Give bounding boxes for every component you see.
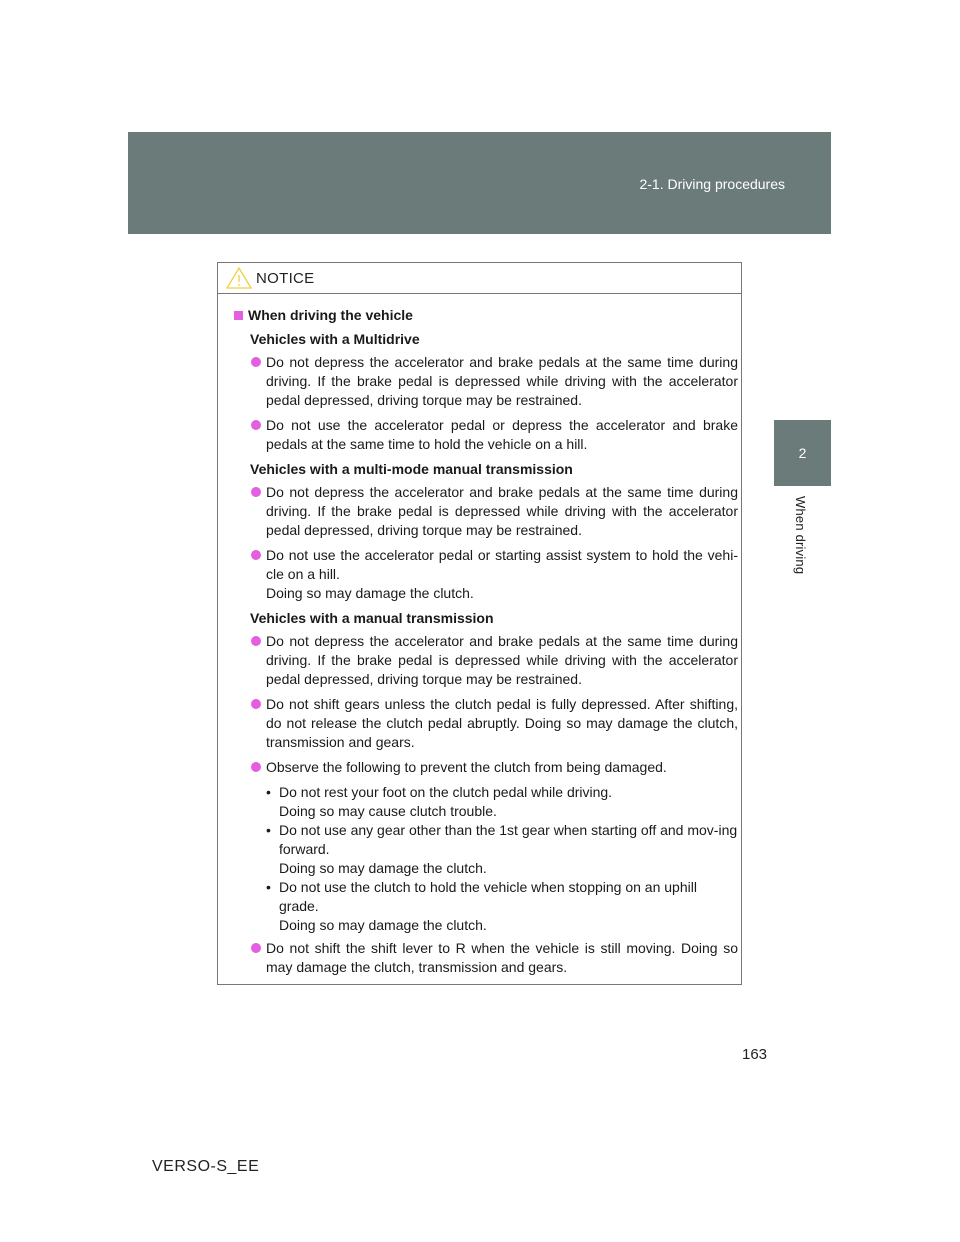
list-item: Do not use the accelerator pedal or starting assist system to hold the vehi-cle on a hill. Doing so may damage the clutch. — [234, 546, 738, 603]
list-item: Do not use the accelerator pedal or depress the accelerator and brake pedals at the same time to hold the vehicle on a hill. — [234, 416, 738, 454]
group-title: Vehicles with a multi-mode manual transmission — [250, 461, 573, 477]
sub-list-item: • Do not use the clutch to hold the vehicle when stopping on an uphill grade. Doing so may damage the clutch. — [266, 879, 697, 933]
bullet-dot-icon — [251, 762, 261, 772]
bullet-dot-icon — [251, 636, 261, 646]
footer-code: VERSO-S_EE — [152, 1158, 260, 1175]
header-band — [128, 132, 831, 234]
list-item: Do not depress the accelerator and brake pedals at the same time during driving. If the brake pedal is depressed while driving with the accelerator pedal depressed, driving torque may be restrained. — [234, 353, 738, 410]
bullet-dot-icon — [251, 420, 261, 430]
bullet-dot-icon — [251, 699, 261, 709]
list-item: Observe the following to prevent the clutch from being damaged. — [234, 758, 738, 777]
list-item: Do not shift gears unless the clutch pedal is fully depressed. After shifting, do not release the clutch pedal abruptly. Doing so may damage the clutch, transmission and gears. — [234, 695, 738, 752]
chapter-number: 2 — [774, 420, 831, 486]
chapter-label: When driving — [793, 496, 808, 575]
notice-header — [218, 263, 741, 294]
bullet-dot-icon — [251, 357, 261, 367]
section-title: 2-1. Driving procedures — [639, 176, 785, 192]
bullet-dot-icon — [251, 943, 261, 953]
group-title: Vehicles with a manual transmission — [250, 610, 494, 626]
list-item: Do not depress the accelerator and brake pedals at the same time during driving. If the brake pedal is depressed while driving with the accelerator pedal depressed, driving torque may be restrained. — [234, 632, 738, 689]
bullet-dot-icon — [251, 487, 261, 497]
list-item: Do not shift the shift lever to R when the vehicle is still moving. Doing so may damage the clutch, transmission and gears. — [234, 939, 738, 977]
notice-body — [218, 294, 741, 977]
notice-box — [217, 262, 742, 985]
side-tab — [774, 234, 831, 834]
sub-list-item: • Do not rest your foot on the clutch pedal while driving. Doing so may cause clutch trouble. — [266, 784, 613, 819]
list-item: Do not depress the accelerator and brake pedals at the same time during driving. If the brake pedal is depressed while driving with the accelerator pedal depressed, driving torque may be restrained. — [234, 483, 738, 540]
warning-triangle-icon — [226, 267, 252, 289]
sub-list-item: • Do not use any gear other than the 1st gear when starting off and mov-ing forward. Doing so may damage the clutch. — [266, 822, 738, 876]
notice-heading: When driving the vehicle — [234, 306, 738, 325]
sub-list — [234, 783, 738, 935]
square-bullet-icon — [234, 311, 243, 320]
bullet-dot-icon — [251, 550, 261, 560]
page-number: 163 — [742, 1046, 768, 1063]
notice-title: NOTICE — [256, 269, 315, 287]
group-title: Vehicles with a Multidrive — [250, 331, 420, 347]
